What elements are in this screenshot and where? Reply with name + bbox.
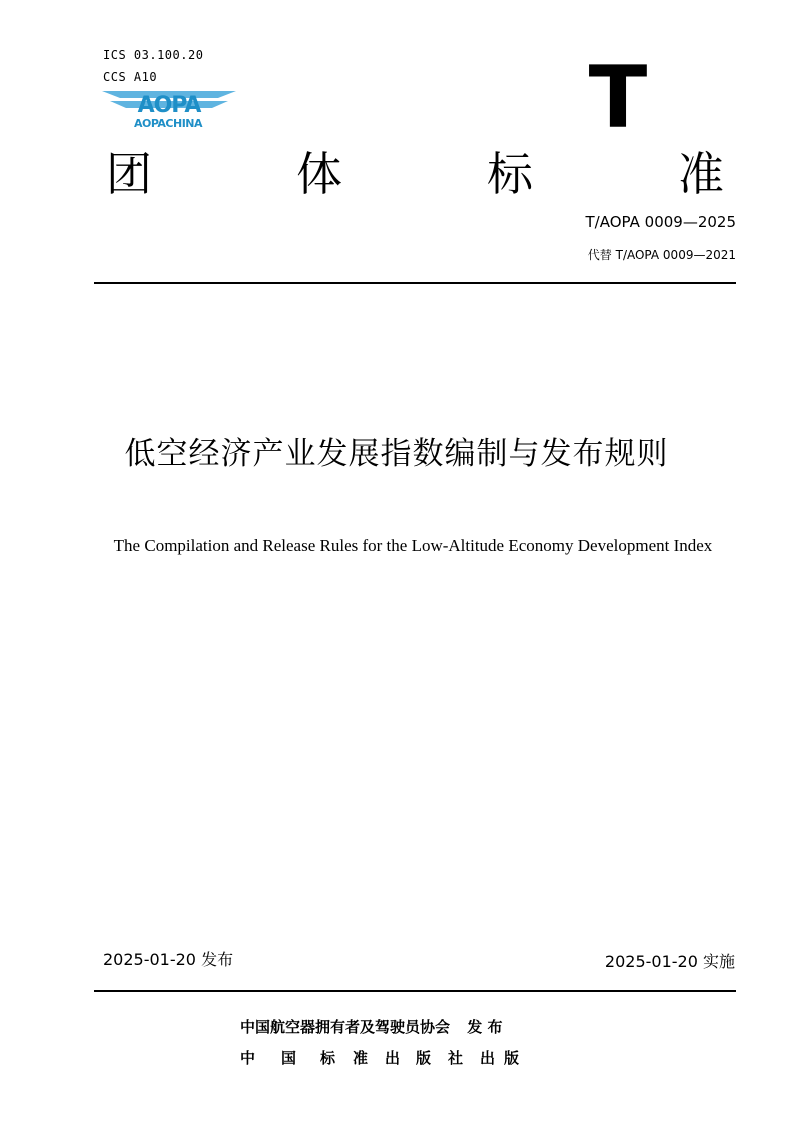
publisher-line [240,1016,502,1037]
category-char: 团 [106,147,152,201]
press-char: 社 [448,1049,464,1067]
publisher-name: 中国航空器拥有者及驾驶员协会 [240,1018,451,1036]
press-char: 出 [385,1049,401,1067]
press-char: 国 [281,1049,297,1067]
logo-subtext: AOPACHINA [134,117,203,130]
standard-number: T/AOPA 0009—2025 [585,213,736,231]
ccs-code: CCS A10 [103,70,158,84]
press-char: 出 [480,1049,496,1067]
standard-category [100,144,740,204]
implement-date: 2025-01-20 实施 [604,952,735,971]
press-line [240,1047,530,1067]
publish-date: 2025-01-20 发布 [103,950,234,969]
press-char: 标 [320,1049,336,1067]
logo-text: AOPA [137,93,201,118]
press-char: 版 [416,1049,432,1067]
bottom-divider [94,990,736,992]
ics-code: ICS 03.100.20 [103,48,204,62]
title-chinese: 低空经济产业发展指数编制与发布规则 [124,436,669,472]
replaces-standard: 代替 T/AOPA 0009—2021 [587,248,736,262]
press-char: 准 [353,1049,369,1067]
category-char: 准 [678,147,724,201]
press-char: 版 [504,1049,520,1067]
top-divider [94,282,736,284]
standard-type-letter: T [588,55,648,135]
title-english: The Compilation and Release Rules for the Low-Altitude Economy Development Index [113,536,713,555]
press-char: 中 [240,1049,256,1067]
category-char: 标 [487,147,533,201]
publisher-action: 发 布 [467,1018,503,1036]
standard-type-mark [578,55,658,135]
category-char: 体 [296,147,342,201]
